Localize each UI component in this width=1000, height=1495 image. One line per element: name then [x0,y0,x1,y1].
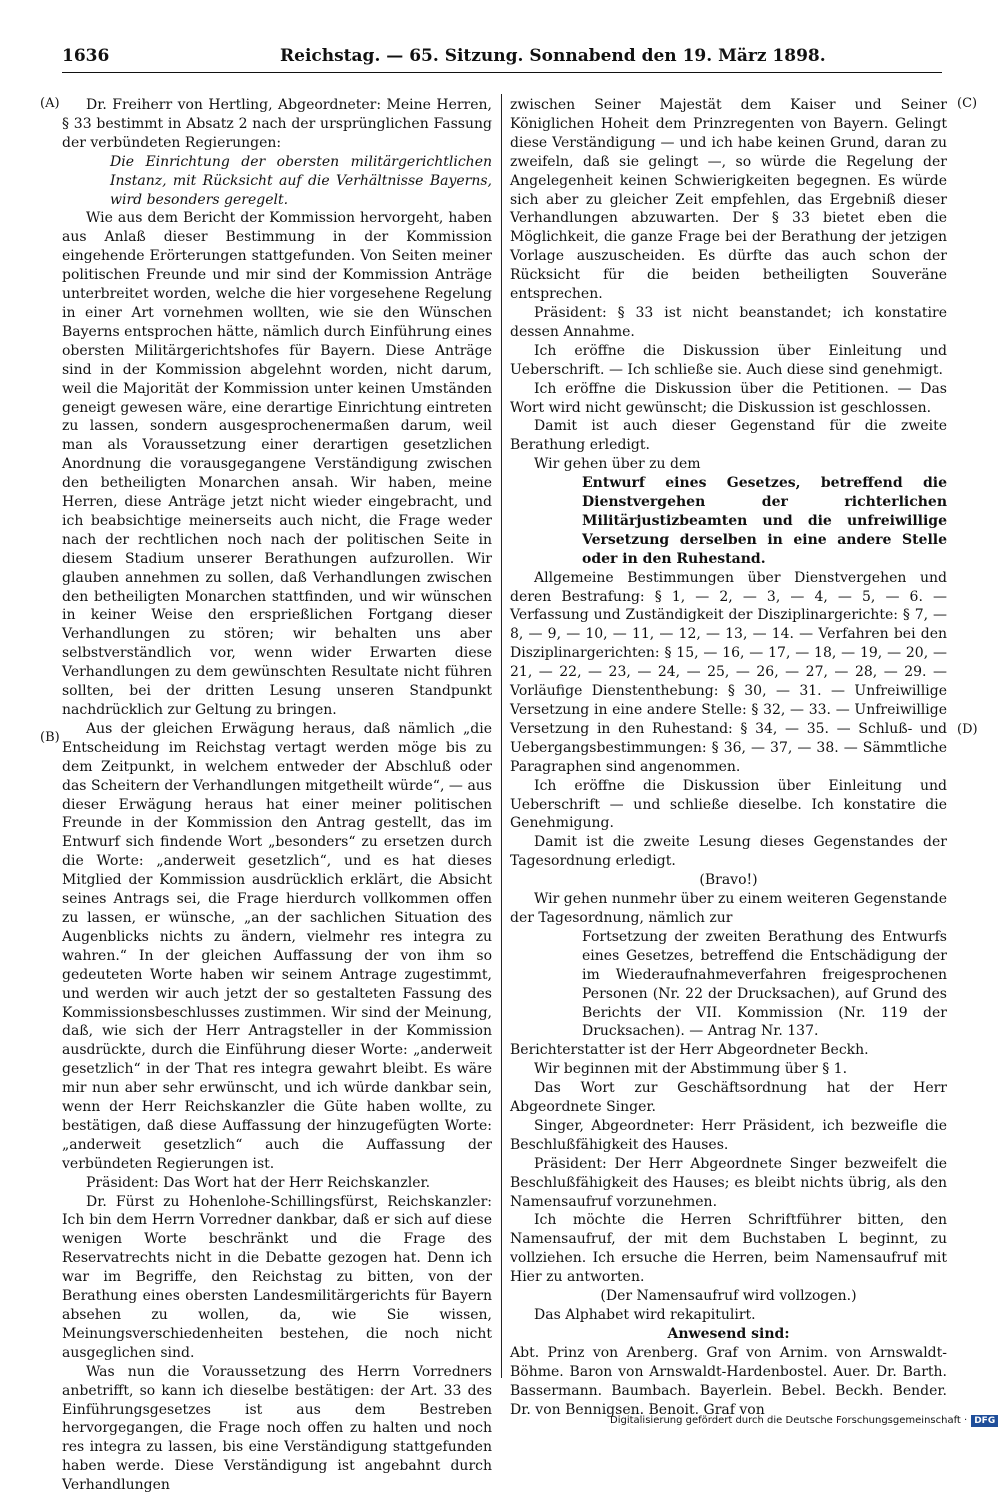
paragraph: Aus der gleichen Erwägung heraus, daß nämlich „die Entscheidung im Reichstag vertagt werden möge bis zu dem Zeitpunkt, in welchem entweder der Abschluß oder das Scheitern der Verhandlungen mitgetheilt würde“, — aus dieser Erwägung heraus hat einer meiner politischen Freunde in der Kommission den Antrag gestellt, das im Entwurf sich findende Wort „besonders“ zu ersetzen durch die Worte: „anderweit gesetzlich“, und es hat dieses Mitglied der Kommission ausdrücklich erklärt, die Absicht seines Antrags sei, die Frage hierdurch vollkommen offen zu lassen, er wünsche, „an der sachlichen Situation des Augenblicks nichts zu ändern, vielmehr res integra zu wahren.“ In der gleichen Auffassung der von ihm so gedeuteten Worte haben wir seinem Antrage zugestimmt, und werden wir auch jetzt der so gestalteten Fassung des Kommissionsbeschlusses zustimmen. Wir sind der Meinung, daß, wie sich der Herr Antragsteller in der Kommission ausdrückte, durch die Einführung dieser Worte: „anderweit gesetzlich“ in der That res integra gewahrt bleibt. Es wäre mir nun aber sehr erwünscht, und ich würde dankbar sein, wenn der Herr Reichskanzler die Güte haben wollte, zu bestätigen, daß diese Auffassung der hinzugefügten Worte: „anderweit gesetzlich“ auch die Auffassung der verbündeten Regierungen ist. [62,720,492,1172]
paragraph: Das Wort zur Geschäftsordnung hat der Herr Abgeordnete Singer. [510,1080,947,1116]
paragraph: Wir gehen nunmehr über zu einem weiteren Gegenstande der Tagesordnung, nämlich zur [510,891,947,926]
paragraph: Präsident: § 33 ist nicht beanstandet; ich konstatire dessen Annahme. [510,304,947,340]
margin-mark-d: (D) [957,722,978,737]
paragraph: Berichterstatter ist der Herr Abgeordneter Beckh. [510,1042,869,1059]
margin-mark-a: (A) [40,96,60,111]
agenda-item: Fortsetzung der zweiten Berathung des Entwurfs eines Gesetzes, betreffend die Entschädigung der im Wiederaufnahmeverfahren freigesprochenen Personen (Nr. 22 der Drucksachen), auf Grund des Berichts der VII. Kommission (Nr. 119 der Drucksachen). — Antrag Nr. 137. [582,928,947,1040]
paragraph: Damit ist auch dieser Gegenstand für die zweite Berathung erledigt. [510,418,947,454]
quoted-provision: Die Einrichtung der obersten militärgerichtlichen Instanz, mit Rücksicht auf die Verhältnisse Bayerns, wird besonders geregelt. [110,153,492,208]
paragraph: Wie aus dem Bericht der Kommission hervorgeht, haben aus Anlaß dieser Bestimmung in der Kommission eingehende Erörterungen stattgefunden. Von Seiten meiner politischen Freunde und mir sind der Kommission Anträge unterbreitet worden, welche die hier vorgesehene Regelung in einer Art vornehmen wollten, wie sie den Wünschen Bayerns entsprochen hätte, nämlich durch Einführung eines obersten Militärgerichtshofes für Bayern. Diese Anträge sind in der Kommission abgelehnt worden, nicht darum, weil die Majorität der Kommission unter keinen Umständen geneigt gewesen wäre, eine derartige Einrichtung eintreten zu lassen, sondern ausgesprochenermaßen darum, weil man als Voraussetzung einer derartigen gesetzlichen Anordnung die vorausgegangene Verständigung zwischen den betheiligten Monarchen ansah. Wir haben, meine Herren, diese Anträge jetzt nicht wieder eingebracht, und ich beabsichtige meinerseits auch nicht, die Frage weder nach der rechtlichen noch nach der politischen Seite in diesem Stadium unserer Berathungen aufzurollen. Wir glauben annehmen zu sollen, daß Verhandlungen zwischen den betheiligten Monarchen stattfinden, und wir wünschen in keiner Weise den ersprießlichen Fortgang dieser Verhandlungen zu stören; wir behalten uns aber selbstverständlich vor, wenn wider Erwarten diese Verhandlungen zu dem gewünschten Resultate nicht führen sollten, bei der dritten Lesung unseren Standpunkt nachdrücklich zur Geltung zu bringen. [62,210,492,718]
credit-text: Digitalisierung gefördert durch die Deutsche Forschungsgemeinschaft · [610,1415,968,1426]
digitization-credit [610,1415,996,1427]
paragraph: Wir gehen über zu dem [534,456,701,473]
page-number: 1636 [62,46,110,66]
paragraph: Das Alphabet wird rekapitulirt. [534,1307,756,1323]
column-divider [501,94,502,1378]
paragraph: Was nun die Voraussetzung des Herrn Vorredners anbetrifft, so kann ich dieselbe bestätigen: der Art. 33 des Einführungsgesetzes ist aus dem Bestreben hervorgegangen, die Frage noch offen zu halten und noch res integra zu lassen, bis eine Verständigung stattgefunden haben werde. Diese Verständigung ist angebahnt durch Verhandlungen [62,1363,492,1494]
right-column [510,96,947,1418]
bill-heading: Entwurf eines Gesetzes, betreffend die Dienstvergehen der richterlichen Militärjustizbeamten und die unfreiwillige Versetzung derselben in eine andere Stelle oder in den Ruhestand. [582,475,947,567]
paragraph: Ich eröffne die Diskussion über Einleitung und Ueberschrift — und schließe dieselbe. Ich konstatire die Genehmigung. [510,777,947,832]
roster-list: Abt. Prinz von Arenberg. Graf von Arnim. von Arnswaldt-Böhme. Baron von Arnswaldt-Hardenbostel. Auer. Dr. Barth. Bassermann. Baumbach. Bayerlein. Bebel. Beckh. Bender. Dr. von Bennigsen. Benoit. Graf von [510,1344,947,1418]
paragraph: Ich eröffne die Diskussion über Einleitung und Ueberschrift. — Ich schließe sie. Auch diese sind genehmigt. [510,342,947,378]
paragraph: Damit ist die zweite Lesung dieses Gegenstandes der Tagesordnung erledigt. [510,834,947,870]
paragraph: Dr. Fürst zu Hohenlohe-Schillingsfürst, Reichskanzler: Ich bin dem Herrn Vorredner dankbar, daß er sich auf diese wenigen Worte beschränkt und die Frage des Reservatrechts nicht in die Debatte gezogen hat. Denn ich war im Begriffe, den Reichstag zu bitten, von der Berathung eines obersten Landesmilitärgerichts für Bayern absehen zu wollen, da, wie Sie wissen, Meinungsverschiedenheiten bestehen, die noch nicht ausgeglichen sind. [62,1193,492,1361]
paragraph: zwischen Seiner Majestät dem Kaiser und Seiner Königlichen Hoheit dem Prinzregenten von Bayern. Gelingt diese Verständigung — und ich habe keinen Grund, daran zu zweifeln, daß sie gelingt —, so würde die Regelung der Angelegenheit keinen Schwierigkeiten begegnen. Es würde sich aber zu gleicher Zeit empfehlen, das Ergebniß dieser Verhandlungen abzuwarten. Der § 33 bietet eben die Möglichkeit, die ganze Frage bei der Berathung der jetzigen Vorlage auszuscheiden. Es dürfte das auch schon der Rücksicht für die beiden betheiligten Souveräne entsprechen. [510,97,947,303]
page-header [62,42,942,73]
paragraph: Präsident: Das Wort hat der Herr Reichskanzler. [86,1174,431,1191]
margin-mark-c: (C) [957,96,978,111]
interjection: (Bravo!) [699,872,758,889]
paragraph: Allgemeine Bestimmungen über Dienstvergehen und deren Bestrafung: § 1, — 2, — 3, — 4, — 5, — 6. — Verfassung und Zuständigkeit der Disziplinargerichte: § 7, — 8, — 9, — 10, — 11, — 12, — 13, — 14. — Verfahren bei den Disziplinargerichten: § 15, — 16, — 17, — 18, — 19, — 20, — 21, — 22, — 23, — 24, — 25, — 26, — 27, — 28, — 29. — Vorläufige Dienstenthebung: § 30, — 31. — Unfreiwillige Versetzung in eine andere Stelle: § 32, — 33. — Unfreiwillige Versetzung in den Ruhestand: § 34, — 35. — Schluß- und Uebergangsbestimmungen: § 36, — 37, — 38. — Sämmtliche Paragraphen sind angenommen. [510,569,947,775]
roster-heading: Anwesend sind: [667,1325,790,1342]
left-column [62,96,492,1494]
running-title: Reichstag. — 65. Sitzung. Sonnabend den 19. März 1898. [280,46,826,66]
paragraph: Singer, Abgeordneter: Herr Präsident, ich bezweifle die Beschlußfähigkeit des Hauses. [510,1117,947,1153]
margin-mark-b: (B) [40,730,60,745]
procedural-note: (Der Namensaufruf wird vollzogen.) [600,1288,857,1305]
paragraph: Dr. Freiherr von Hertling, Abgeordneter: Meine Herren, § 33 bestimmt in Absatz 2 nach der ursprünglichen Fassung der verbündeten Regierungen: [62,97,492,151]
paragraph: Ich möchte die Herren Schriftführer bitten, den Namensaufruf, der mit dem Buchstaben L beginnt, zu vollziehen. Ich ersuche die Herren, beim Namensaufruf mit Hier zu antworten. [510,1212,947,1286]
dfg-logo-badge: DFG [971,1415,998,1427]
paragraph: Präsident: Der Herr Abgeordnete Singer bezweifelt die Beschlußfähigkeit des Hauses; es bleibt nichts übrig, als den Namensaufruf vorzunehmen. [510,1155,947,1210]
paragraph: Wir beginnen mit der Abstimmung über § 1. [534,1061,848,1078]
paragraph: Ich eröffne die Diskussion über die Petitionen. — Das Wort wird nicht gewünscht; die Diskussion ist geschlossen. [510,380,947,416]
